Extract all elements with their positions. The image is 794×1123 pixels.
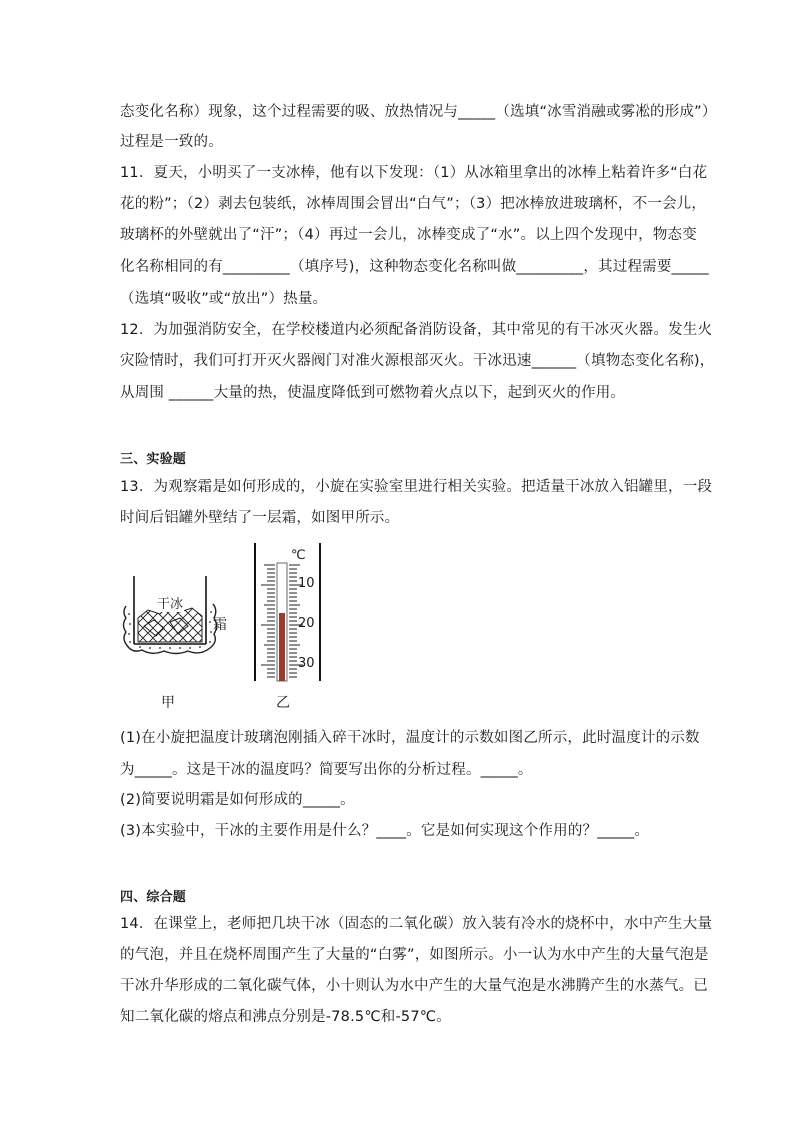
question-11-text: 11．夏天，小明买了一支冰棒，他有以下发现：（1）从冰箱里拿出的冰棒上粘着许多“白花 (120, 165, 708, 181)
text-line: 灾险情时，我们可打开灭火器阀门对准火源根部灭火。干冰迅速______（填物态变化名称)， (120, 353, 715, 369)
thermometer-unit-label: ℃ (291, 548, 306, 563)
question-13-text: 13．为观察霜是如何形成的，小旋在实验室里进行相关实验。把适量干冰放入铝罐里，一段 (120, 479, 713, 495)
text-line: 从周围 ______大量的热，使温度降低到可燃物着火点以下，起到灭火的作用。 (120, 385, 626, 401)
question-12-text: 12．为加强消防安全，在学校楼道内必须配备消防设备，其中常见的有干冰灭火器。发生火 (120, 322, 713, 338)
thermometer-tick-label: 20 (298, 616, 315, 631)
text-line: 为_____。这是干冰的温度吗？简要写出你的分析过程。_____。 (120, 762, 533, 778)
text-line: 玻璃杯的外壁就出了“汗”；（4）再过一会儿，冰棒变成了“水”。以上四个发现中，物态变 (120, 227, 697, 243)
text-line: 过程是一致的。 (120, 134, 223, 150)
sub-question-3: (3)本实验中，干冰的主要作用是什么？____。它是如何实现这个作用的？_____。 (120, 823, 650, 839)
figure-jia-caption: 甲 (161, 695, 175, 711)
thermometer-tick-label: 30 (298, 656, 315, 671)
sub-question-1: (1)在小旋把温度计玻璃泡刚插入碎干冰时，温度计的示数如图乙所示，此时温度计的示数 (120, 730, 700, 746)
section-heading-comprehensive: 四、综合题 (120, 890, 187, 905)
text-line: 知二氧化碳的熔点和沸点分别是-78.5℃和-57℃。 (120, 1009, 451, 1025)
text-line: 的气泡，并且在烧杯周围产生了大量的“白雾”，如图所示。小一认为水中产生的大量气泡是 (120, 947, 709, 963)
figure-yi-caption: 乙 (276, 695, 290, 711)
text-line: 干冰升华形成的二氧化碳气体，小十则认为水中产生的大量气泡是水沸腾产生的水蒸气。已 (120, 978, 708, 994)
frost-label: 霜 (213, 617, 227, 633)
text-line: 时间后铝罐外壁结了一层霜，如图甲所示。 (120, 510, 400, 526)
figure-jia-can-diagram (118, 568, 228, 668)
question-14-text: 14．在课堂上，老师把几块干冰（固态的二氧化碳）放入装有冷水的烧杯中，水中产生大量 (120, 916, 713, 932)
text-line: （选填“吸收”或“放出”）热量。 (120, 291, 328, 307)
text-line: 态变化名称）现象，这个过程需要的吸、放热情况与_____（选填“冰雪消融或雾凇的形成”） (120, 104, 717, 120)
thermometer-liquid-column (279, 613, 285, 681)
thermometer-tick-label: 10 (298, 576, 315, 591)
section-heading-experiment: 三、实验题 (120, 452, 187, 467)
dry-ice-label: 干冰 (156, 593, 184, 612)
figure-yi-thermometer (248, 543, 328, 683)
text-line: 化名称相同的有_________（填序号)，这种物态变化名称叫做_________，其过程需要_____ (120, 259, 709, 275)
text-line: 花的粉”；（2）剥去包装纸，冰棒周围会冒出“白气”；（3）把冰棒放进玻璃杯，不一会儿， (120, 196, 707, 212)
sub-question-2: (2)简要说明霜是如何形成的_____。 (120, 792, 355, 808)
